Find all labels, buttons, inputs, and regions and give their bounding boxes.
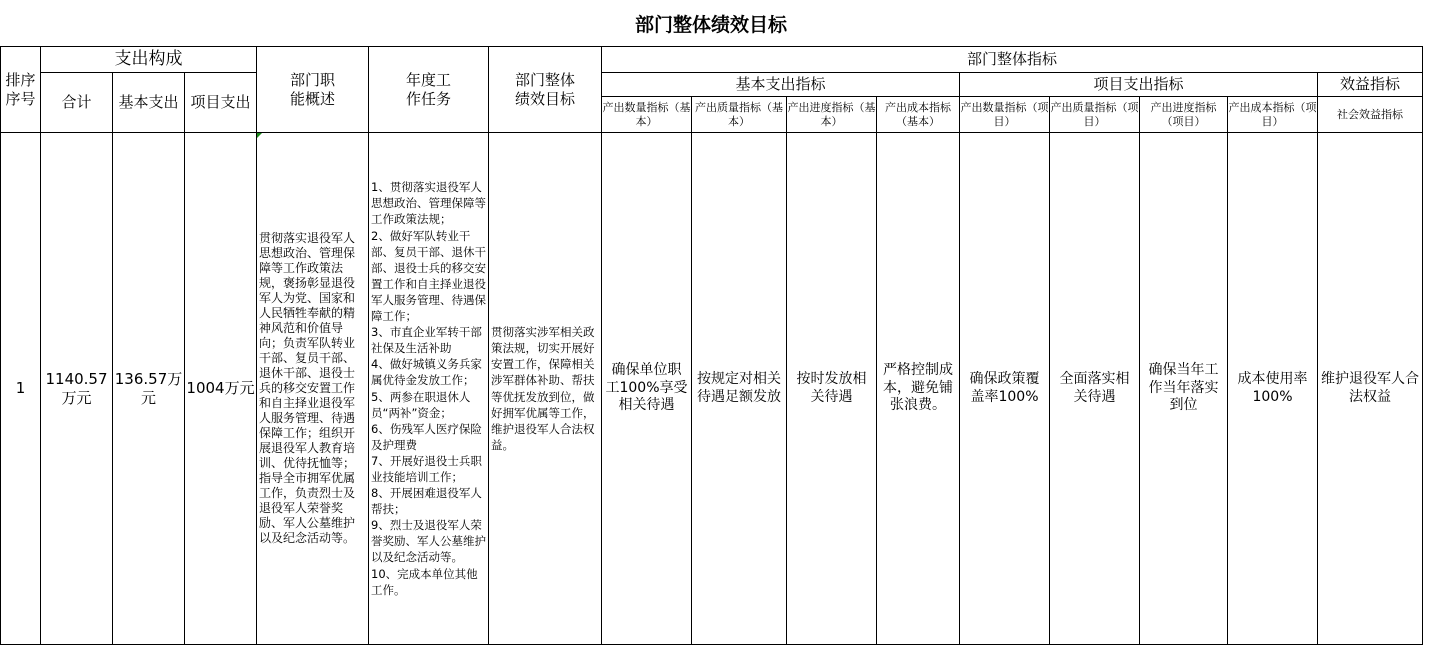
annual-tasks-cell: 1、贯彻落实退役军人思想政治、管理保障等工作政策法规； 2、做好军队转业干部、复员干部、退休干部、退役士兵的移交安置工作和自主择业退役军人服务管理、待遇保障工作； 3、市直企业军转干部社保及生活补助 4、做好城镇义务兵家属优待金发放工作； 5、两参在职退休人员“两补”资金； 6、伤残军人医疗保险及护理费 7、开展好退役士兵职业技能培训工作； 8、开展困难退役军人帮扶； 9、烈士及退役军人荣誉奖励、军人公墓维护以及纪念活动等。 10、完成本单位其他工作。 [369, 133, 489, 645]
page-title: 部门整体绩效目标 [0, 0, 1422, 47]
seq-header: 排序序号 [1, 47, 41, 133]
project-expense-header: 项目支出 [185, 73, 257, 133]
dept-goal-cell: 贯彻落实涉军相关政策法规，切实开展好安置工作，保障相关涉军群体补助、帮扶等优抚发放到位，做好拥军优属等工作，维护退役军人合法权益。 [489, 133, 602, 645]
sub-header-cost-basic: 产出成本指标（基本） [877, 97, 960, 133]
indicator-cost-basic: 严格控制成本，避免铺张浪费。 [877, 133, 960, 645]
total-header: 合计 [41, 73, 113, 133]
indicator-cost-project: 成本使用率100% [1228, 133, 1318, 645]
sub-header-cost-project: 产出成本指标（项目） [1228, 97, 1318, 133]
indicator-progress-basic: 按时发放相关待遇 [787, 133, 877, 645]
basic-expense-header: 基本支出 [113, 73, 185, 133]
project-indicators-header: 项目支出指标 [960, 73, 1318, 97]
sub-header-progress-basic: 产出进度指标（基本） [787, 97, 877, 133]
benefit-indicators-header: 效益指标 [1318, 73, 1423, 97]
basic-expense-cell: 136.57万元 [113, 133, 185, 645]
sub-header-quality-basic: 产出质量指标（基本） [692, 97, 787, 133]
indicator-qty-project: 确保政策覆盖率100% [960, 133, 1050, 645]
indicator-quality-project: 全面落实相关待遇 [1050, 133, 1140, 645]
dept-indicators-header: 部门整体指标 [602, 47, 1423, 73]
cell-comment-marker [257, 133, 262, 138]
sub-header-qty-basic: 产出数量指标（基本） [602, 97, 692, 133]
sub-header-quality-project: 产出质量指标（项目） [1050, 97, 1140, 133]
row-seq: 1 [1, 133, 41, 645]
indicator-quality-basic: 按规定对相关待遇足额发放 [692, 133, 787, 645]
indicator-social-benefit: 维护退役军人合法权益 [1318, 133, 1423, 645]
expense-group-header: 支出构成 [41, 47, 257, 73]
annual-tasks-header: 年度工作任务 [369, 47, 489, 133]
dept-function-header: 部门职能概述 [257, 47, 369, 133]
sub-header-qty-project: 产出数量指标（项目） [960, 97, 1050, 133]
sub-header-progress-project: 产出进度指标（项目） [1140, 97, 1228, 133]
dept-goal-header: 部门整体绩效目标 [489, 47, 602, 133]
indicator-progress-project: 确保当年工作当年落实到位 [1140, 133, 1228, 645]
sub-header-social-benefit: 社会效益指标 [1318, 97, 1423, 133]
project-expense-cell: 1004万元 [185, 133, 257, 645]
performance-table [0, 46, 1423, 645]
total-cell: 1140.57万元 [41, 133, 113, 645]
indicator-qty-basic: 确保单位职工100%享受相关待遇 [602, 133, 692, 645]
basic-indicators-header: 基本支出指标 [602, 73, 960, 97]
dept-function-cell: 贯彻落实退役军人思想政治、管理保障等工作政策法规，褒扬彰显退役军人为党、国家和人民牺牲奉献的精神风范和价值导向；负责军队转业干部、复员干部、退休干部、退役士兵的移交安置工作和自主择业退役军人服务管理、待遇保障工作；组织开展退役军人教育培训、优待抚恤等；指导全市拥军优属工作，负责烈士及退役军人荣誉奖励、军人公墓维护以及纪念活动等。 [257, 133, 369, 645]
